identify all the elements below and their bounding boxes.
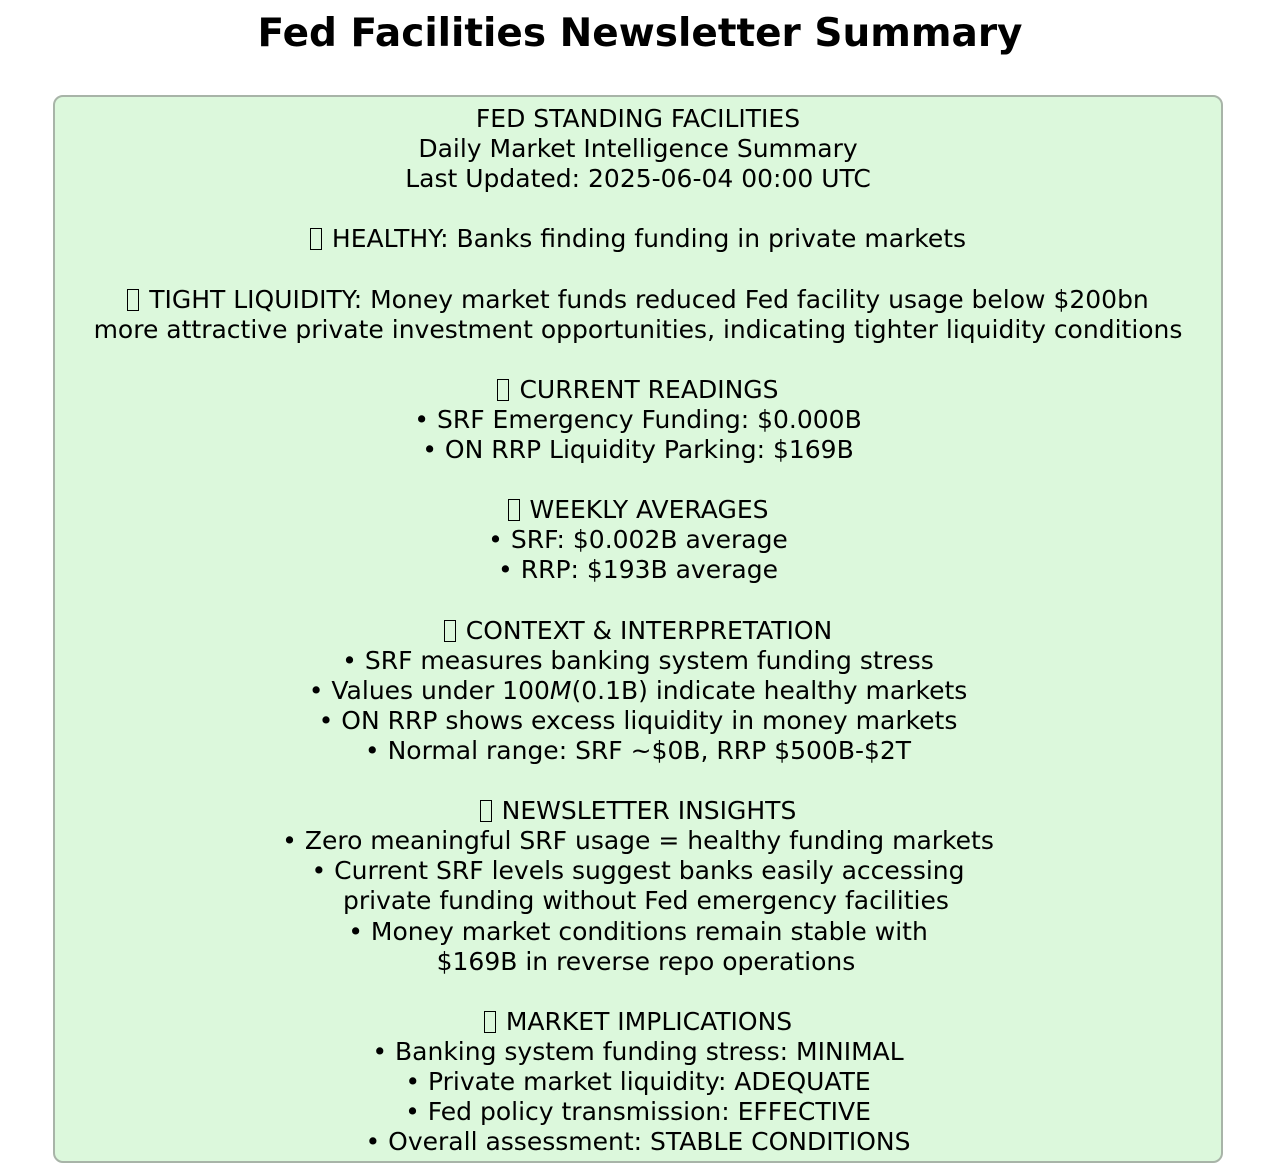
missing-glyph-icon: [127, 289, 139, 311]
tight-liquidity-text-1: TIGHT LIQUIDITY: Money market funds reduced Fed facility usage below $200bn: [149, 284, 1149, 314]
list-item: • SRF Emergency Funding: $0.000B: [414, 404, 862, 434]
insights-heading: [55, 796, 1221, 826]
healthy-status: [55, 224, 1221, 254]
implications-heading-text: MARKET IMPLICATIONS: [505, 1006, 793, 1036]
list-item: • Private market liquidity: ADEQUATE: [405, 1067, 871, 1096]
list-item: [55, 676, 1221, 706]
insights-heading-text: NEWSLETTER INSIGHTS: [501, 796, 797, 826]
list-item: • ON RRP Liquidity Parking: $169B: [422, 435, 854, 465]
tight-liquidity-text-2: more attractive private investment opportunities, indicating tighter liquidity conditions: [93, 314, 1183, 344]
header-line-1: FED STANDING FACILITIES: [475, 104, 801, 133]
tight-liquidity-status: [55, 285, 1221, 315]
list-item: • Overall assessment: STABLE CONDITIONS: [365, 1127, 911, 1157]
summary-content: [55, 104, 1221, 1157]
missing-glyph-icon: [310, 228, 322, 250]
last-updated: Last Updated: 2025-06-04 00:00 UTC: [405, 164, 871, 194]
missing-glyph-icon: [484, 1011, 496, 1033]
list-item: • Fed policy transmission: EFFECTIVE: [405, 1097, 871, 1127]
weekly-averages-heading-text: WEEKLY AVERAGES: [529, 495, 769, 525]
list-item: $169B in reverse repo operations: [420, 946, 856, 976]
missing-glyph-icon: [480, 800, 492, 822]
missing-glyph-icon: [508, 499, 520, 521]
implications-heading: [55, 1007, 1221, 1037]
list-item: • SRF: $0.002B average: [488, 525, 788, 555]
list-item: • Zero meaningful SRF usage = healthy funding markets: [282, 826, 994, 856]
missing-glyph-icon: [497, 379, 509, 401]
header-line-2: Daily Market Intelligence Summary: [418, 134, 858, 164]
list-item: • ON RRP shows excess liquidity in money markets: [318, 705, 958, 735]
context-heading-text: CONTEXT & INTERPRETATION: [465, 615, 833, 645]
page-title: Fed Facilities Newsletter Summary: [257, 11, 1023, 56]
missing-glyph-icon: [444, 620, 456, 642]
list-item: • Current SRF levels suggest banks easily accessing: [311, 856, 965, 886]
list-item: • SRF measures banking system funding stress: [342, 645, 934, 675]
list-item: • Banking system funding stress: MINIMAL: [372, 1036, 904, 1066]
context-item2-italic: M: [549, 675, 572, 705]
weekly-averages-heading: [55, 495, 1221, 525]
list-item: • Money market conditions remain stable with: [348, 916, 928, 946]
current-readings-heading-text: CURRENT READINGS: [519, 374, 779, 404]
list-item: • Normal range: SRF ~$0B, RRP $500B-$2T: [364, 735, 912, 765]
current-readings-heading: [55, 375, 1221, 405]
list-item: • RRP: $193B average: [498, 555, 778, 585]
summary-panel: [53, 95, 1223, 1163]
list-item: private funding without Fed emergency facilities: [327, 886, 949, 916]
context-item2-prefix: • Values under 100: [308, 675, 550, 705]
context-heading: [55, 616, 1221, 646]
healthy-status-text: HEALTHY: Banks finding funding in private markets: [331, 224, 967, 254]
context-item2-suffix: (0.1B) indicate healthy markets: [571, 675, 968, 705]
